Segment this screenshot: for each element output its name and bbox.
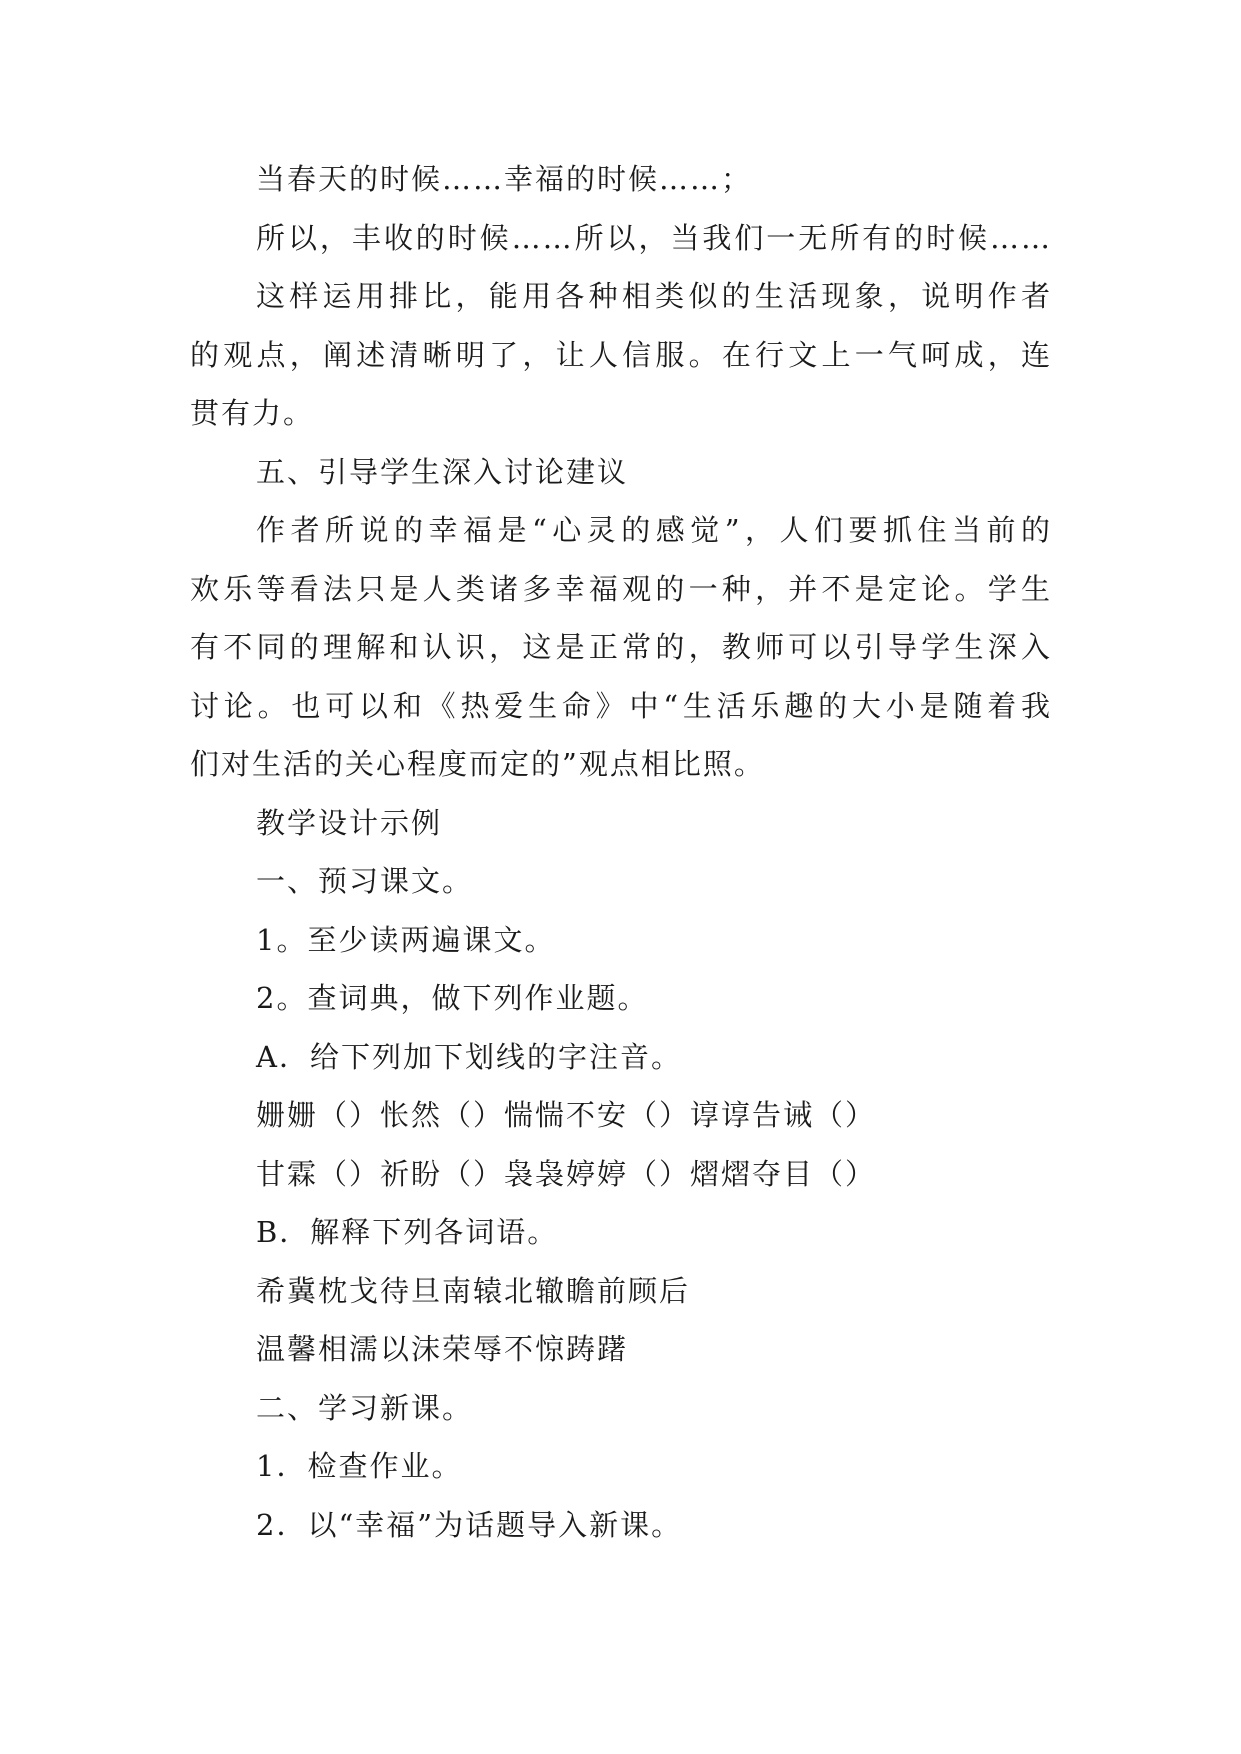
- list-item-1: 1。至少读两遍课文。: [256, 922, 556, 957]
- exercise-a-words-2: 甘霖（）祈盼（）袅袅婷婷（）熠熠夺目（）: [256, 1156, 877, 1191]
- text-line-8: 欢乐等看法只是人类诸多幸福观的一种，并不是定论。学生: [190, 571, 1052, 606]
- section-heading-new-lesson: 二、学习新课。: [256, 1390, 474, 1425]
- exercise-b-words-2: 温馨相濡以沫荣辱不惊踌躇: [256, 1332, 629, 1366]
- text-line-5: 贯有力。: [190, 396, 315, 430]
- exercise-b-words-1: 希冀枕戈待旦南辕北辙瞻前顾后: [256, 1273, 691, 1308]
- text-line-10: 讨论。也可以和《热爱生命》中“生活乐趣的大小是随着我: [190, 688, 1052, 723]
- exercise-b: B．解释下列各词语。: [256, 1215, 559, 1249]
- list-item-check: 1．检查作业。: [256, 1449, 463, 1483]
- text-line-1: 当春天的时候……幸福的时候……；: [256, 162, 753, 196]
- exercise-a-words-1: 姗姗（）怅然（）惴惴不安（）谆谆告诫（）: [256, 1098, 877, 1132]
- text-line-2: 所以，丰收的时候……所以，当我们一无所有的时候……: [256, 220, 1052, 255]
- section-heading-5: 五、引导学生深入讨论建议: [256, 454, 629, 489]
- text-line-9: 有不同的理解和认识，这是正常的，教师可以引导学生深入: [190, 630, 1052, 664]
- section-heading-design: 教学设计示例: [256, 805, 443, 840]
- text-line-11: 们对生活的关心程度而定的”观点相比照。: [190, 747, 765, 781]
- list-item-intro: 2．以“幸福”为话题导入新课。: [256, 1507, 683, 1542]
- section-heading-preview: 一、预习课文。: [256, 864, 474, 898]
- exercise-a: A．给下列加下划线的字注音。: [256, 1039, 682, 1074]
- text-line-7: 作者所说的幸福是“心灵的感觉”，人们要抓住当前的: [256, 513, 1052, 547]
- text-line-4: 的观点，阐述清晰明了，让人信服。在行文上一气呵成，连: [190, 337, 1052, 372]
- document-body: [190, 150, 1052, 1554]
- text-line-3: 这样运用排比，能用各种相类似的生活现象，说明作者: [256, 279, 1052, 313]
- list-item-2: 2。查词典，做下列作业题。: [256, 981, 649, 1015]
